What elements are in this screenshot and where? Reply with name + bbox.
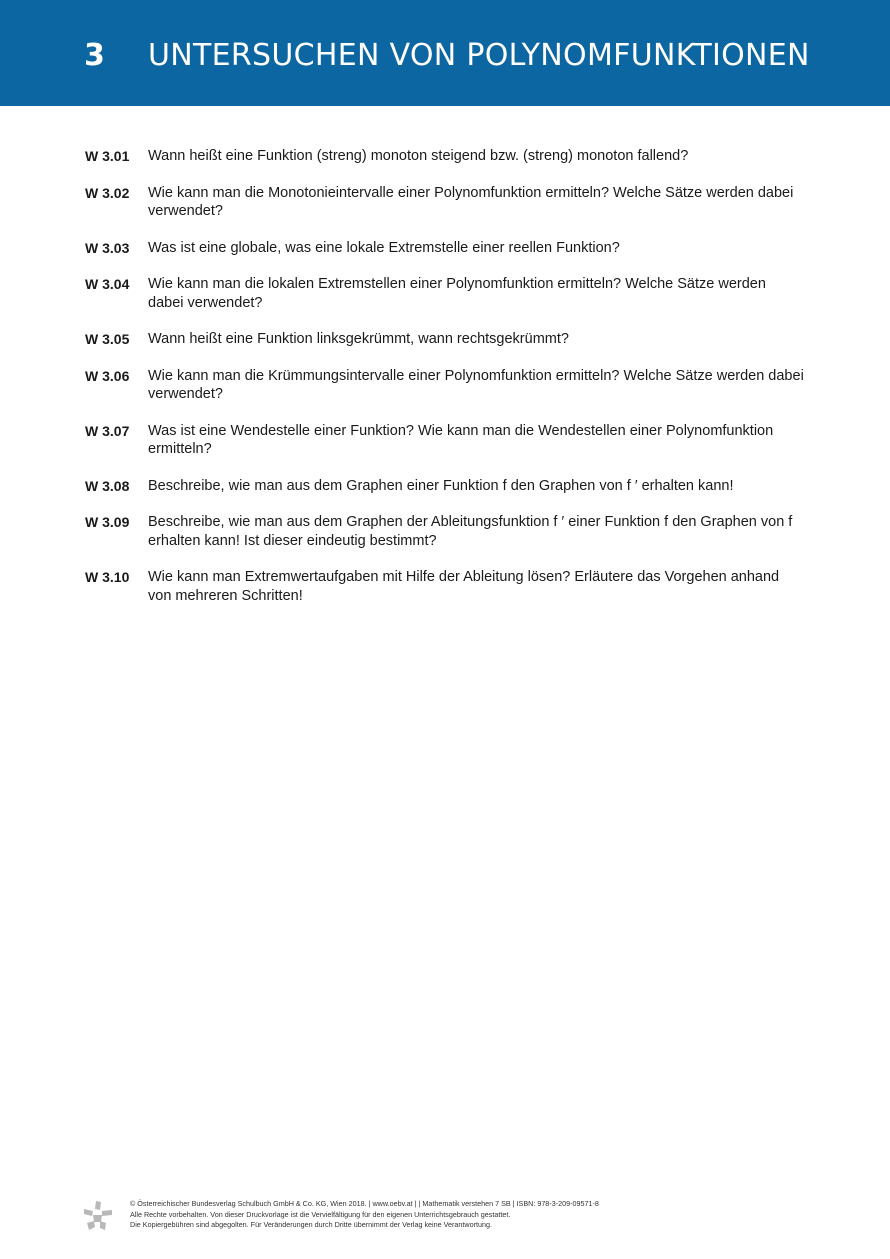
chapter-title: UNTERSUCHEN VON POLYNOMFUNKTIONEN <box>148 38 810 73</box>
copyright-line: © Österreichischer Bundesverlag Schulbuch GmbH & Co. KG, Wien 2018. | www.oebv.at | | Mathematik verstehen 7 SB | ISBN: 978-3-209-09571-8 <box>130 1199 599 1208</box>
fees-line: Die Kopiergebühren sind abgegolten. Für Veränderungen durch Dritte übernimmt der Verlag keine Verantwortung. <box>130 1220 492 1229</box>
question-text: Beschreibe, wie man aus dem Graphen einer Funktion f den Graphen von f ′ erhalten kann! <box>148 477 734 494</box>
question-number: W 3.05 <box>85 331 130 347</box>
chapter-number: 3 <box>84 38 105 73</box>
question-number: W 3.01 <box>85 148 130 164</box>
question-item <box>85 184 805 221</box>
question-text: Wann heißt eine Funktion (streng) monoton steigend bzw. (streng) monoton fallend? <box>148 148 689 164</box>
question-text: Was ist eine Wendestelle einer Funktion? Wie kann man die Wendestellen einer Polynomfunktion ermitteln? <box>148 422 774 457</box>
question-item <box>85 147 805 166</box>
question-item <box>85 330 805 349</box>
question-text: Was ist eine globale, was eine lokale Extremstelle einer reellen Funktion? <box>148 239 620 256</box>
question-number: W 3.02 <box>85 184 130 201</box>
question-number: W 3.03 <box>85 239 130 256</box>
question-text: Wie kann man die lokalen Extremstellen einer Polynomfunktion ermitteln? Welche Sätze werden dabei verwendet? <box>148 276 766 311</box>
question-number: W 3.06 <box>85 367 130 384</box>
question-number: W 3.09 <box>85 514 130 530</box>
rights-line: Alle Rechte vorbehalten. Von dieser Druckvorlage ist die Vervielfältigung für den eigenen Unterrichtsgebrauch gestattet. <box>130 1209 511 1219</box>
question-number: W 3.08 <box>85 477 130 494</box>
question-number: W 3.07 <box>85 422 130 439</box>
question-item <box>85 422 805 459</box>
question-list <box>85 147 805 623</box>
question-text: Wann heißt eine Funktion linksgekrümmt, wann rechtsgekrümmt? <box>148 331 569 347</box>
question-item <box>85 477 805 496</box>
question-number: W 3.04 <box>85 276 130 292</box>
chapter-header <box>0 0 890 106</box>
question-text: Wie kann man die Krümmungsintervalle einer Polynomfunktion ermitteln? Welche Sätze werden dabei verwendet? <box>148 367 804 402</box>
question-text: Beschreibe, wie man aus dem Graphen der Ableitungsfunktion f ′ einer Funktion f den Graphen von f erhalten kann! Ist dieser eindeutig bestimmt? <box>148 514 793 549</box>
publisher-logo-icon <box>84 1201 112 1231</box>
question-text: Wie kann man die Monotonieintervalle einer Polynomfunktion ermitteln? Welche Sätze werden dabei verwendet? <box>148 184 794 219</box>
page-footer <box>84 1199 784 1239</box>
question-item <box>85 275 805 312</box>
question-text: Wie kann man Extremwertaufgaben mit Hilfe der Ableitung lösen? Erläutere das Vorgehen anhand von mehreren Schritten! <box>148 569 780 604</box>
question-number: W 3.10 <box>85 569 130 585</box>
question-item <box>85 513 805 550</box>
question-item <box>85 239 805 258</box>
question-item <box>85 568 805 605</box>
question-item <box>85 367 805 404</box>
copyright-notice <box>130 1199 599 1231</box>
